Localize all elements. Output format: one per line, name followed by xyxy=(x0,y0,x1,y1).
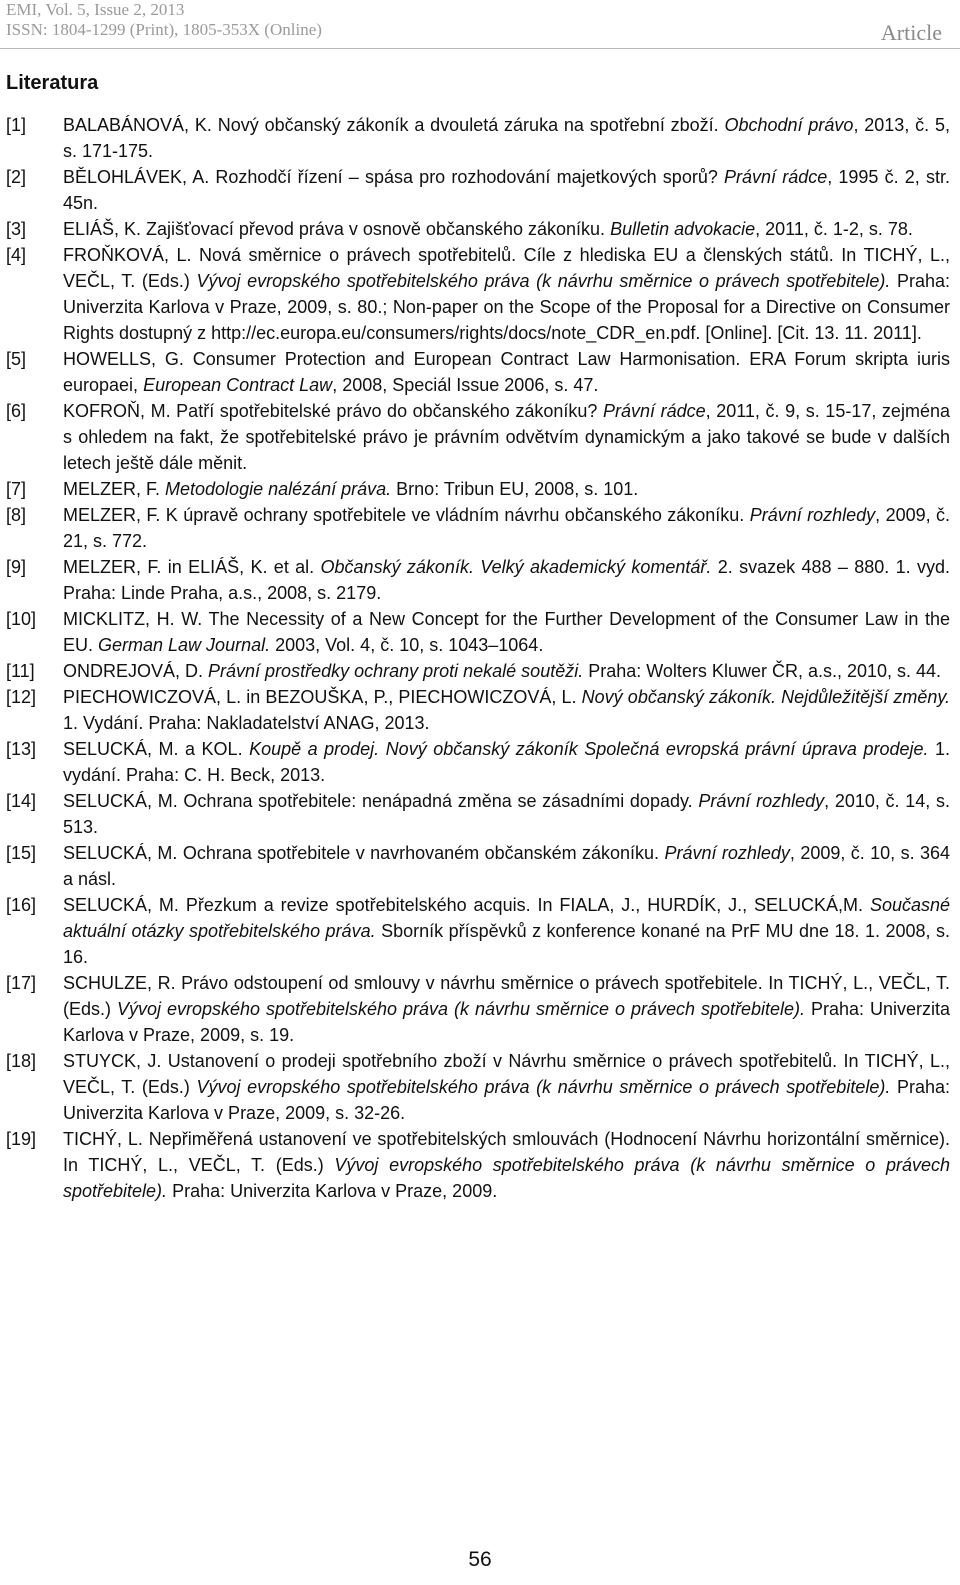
reference-list xyxy=(0,112,960,1204)
reference-number: [15] xyxy=(6,843,37,863)
reference-text-segment: HOWELLS, G. Consumer Protection and European Contract Law Harmonisation. ERA Forum skripta iuris europaei, xyxy=(63,349,950,395)
journal-issn: ISSN: 1804-1299 (Print), 1805-353X (Online) xyxy=(6,20,322,39)
reference-italic-title: Právní rozhledy xyxy=(749,505,876,525)
reference-item xyxy=(0,788,960,840)
reference-item xyxy=(0,736,960,788)
reference-number: [16] xyxy=(6,895,37,915)
reference-text-segment: MELZER, F. in ELIÁŠ, K. et al. xyxy=(63,557,321,577)
reference-text-segment: Praha: Univerzita Karlova v Praze, 2009, s. 32-26. xyxy=(63,1077,950,1123)
reference-number: [3] xyxy=(6,219,27,239)
reference-text xyxy=(63,476,950,502)
reference-item xyxy=(0,476,960,502)
reference-text-segment: , 2008, Speciál Issue 2006, s. 47. xyxy=(332,375,599,395)
reference-text-segment: SELUCKÁ, M. Ochrana spotřebitele: nenápadná změna se zásadními dopady. xyxy=(63,791,699,811)
reference-number: [19] xyxy=(6,1129,37,1149)
reference-text-segment: SELUCKÁ, M. Přezkum a revize spotřebitelského acquis. In FIALA, J., HURDÍK, J., SELUCKÁ,M. xyxy=(63,895,870,915)
reference-item xyxy=(0,970,960,1048)
reference-text xyxy=(63,840,950,892)
reference-number: [1] xyxy=(6,115,27,135)
reference-item xyxy=(0,606,960,658)
reference-item xyxy=(0,502,960,554)
reference-italic-title: Občanský zákoník. Velký akademický komentář. xyxy=(320,557,712,577)
reference-number: [18] xyxy=(6,1051,37,1071)
reference-text-segment: 1. vydání. Praha: C. H. Beck, 2013. xyxy=(63,739,951,785)
reference-italic-title: Vývoj evropského spotřebitelského práva (k návrhu směrnice o právech spotřebitele). xyxy=(63,1155,950,1201)
reference-text-segment: BĚLOHLÁVEK, A. Rozhodčí řízení – spása pro rozhodování majetkových sporů? xyxy=(63,167,725,187)
reference-text-segment: 1. Vydání. Praha: Nakladatelství ANAG, 2013. xyxy=(63,713,430,733)
reference-italic-title: Právní rozhledy xyxy=(664,843,790,863)
reference-italic-title: European Contract Law xyxy=(143,375,333,395)
reference-item xyxy=(0,164,960,216)
reference-text-segment: KOFROŇ, M. Patří spotřebitelské právo do občanského zákoníku? xyxy=(63,401,603,421)
reference-number: [5] xyxy=(6,349,27,369)
reference-text-segment: MELZER, F. xyxy=(63,479,166,499)
reference-text-segment: STUYCK, J. Ustanovení o prodeji spotřebního zboží v Návrhu směrnice o právech spotřebitelů. In TICHÝ, L., VEČL, T. (Eds.) xyxy=(63,1051,950,1097)
reference-text-segment: , 2011, č. 9, s. 15-17, zejména s ohledem na fakt, že spotřebitelské právo je právním odvětvím dynamickým a jako takové se bude v dalších letech ještě dále měnit. xyxy=(63,401,950,473)
reference-italic-title: Obchodní právo xyxy=(724,115,854,135)
reference-text-segment: , 2011, č. 1-2, s. 78. xyxy=(755,219,913,239)
reference-text xyxy=(63,164,950,216)
header-divider xyxy=(0,48,960,49)
reference-number: [8] xyxy=(6,505,27,525)
reference-item xyxy=(0,658,960,684)
reference-number: [9] xyxy=(6,557,27,577)
reference-number: [7] xyxy=(6,479,27,499)
reference-text-segment: , 2010, č. 14, s. 513. xyxy=(63,791,950,837)
reference-text-segment: 2. svazek 488 – 880. 1. vyd. Praha: Linde Praha, a.s., 2008, s. 2179. xyxy=(63,557,950,603)
article-type: Article xyxy=(880,20,942,45)
reference-text xyxy=(63,606,950,658)
reference-text-segment: ONDREJOVÁ, D. xyxy=(63,661,209,681)
reference-text-segment: FROŇKOVÁ, L. Nová směrnice o právech spotřebitelů. Cíle z hlediska EU a členských států. In TICHÝ, L., VEČL, T. (Eds.) xyxy=(63,245,950,291)
reference-italic-title: Právní prostředky ochrany proti nekalé soutěži. xyxy=(208,661,584,681)
reference-italic-title: Koupě a prodej. Nový občanský zákoník Společná evropská právní úprava prodeje. xyxy=(249,739,929,759)
reference-text xyxy=(63,554,950,606)
reference-number: [13] xyxy=(6,739,37,759)
reference-item xyxy=(0,892,960,970)
reference-italic-title: Vývoj evropského spotřebitelského práva (k návrhu směrnice o právech spotřebitele). xyxy=(116,999,806,1019)
section-title: Literatura xyxy=(6,72,99,94)
reference-text-segment: , 2013, č. 5, s. 171-175. xyxy=(63,115,950,161)
reference-italic-title: Vývoj evropského spotřebitelského práva (k návrhu směrnice o právech spotřebitele). xyxy=(196,1077,891,1097)
reference-text-segment: 2003, Vol. 4, č. 10, s. 1043–1064. xyxy=(270,635,544,655)
reference-text xyxy=(63,1126,950,1204)
reference-text xyxy=(63,892,950,970)
reference-item xyxy=(0,398,960,476)
reference-text-segment: Sborník příspěvků z konference konané na PrF MU dne 18. 1. 2008, s. 16. xyxy=(63,921,950,967)
reference-item xyxy=(0,346,960,398)
reference-text xyxy=(63,1048,950,1126)
reference-item xyxy=(0,840,960,892)
reference-text-segment: TICHÝ, L. Nepřiměřená ustanovení ve spotřebitelských smlouvách (Hodnocení Návrhu horizontální směrnice). In TICHÝ, L., VEČL, T. (Eds.) xyxy=(63,1129,950,1175)
reference-italic-title: Současné aktuální otázky spotřebitelského práva. xyxy=(63,895,950,941)
reference-italic-title: Právní rádce xyxy=(724,167,828,187)
reference-item xyxy=(0,554,960,606)
reference-item xyxy=(0,1126,960,1204)
reference-italic-title: Právní rádce xyxy=(602,401,706,421)
journal-header xyxy=(6,0,322,40)
reference-italic-title: Vývoj evropského spotřebitelského práva (k návrhu směrnice o právech spotřebitele). xyxy=(196,271,891,291)
reference-text xyxy=(63,658,950,684)
reference-text-segment: ELIÁŠ, K. Zajišťovací převod práva v osnově občanského zákoníku. xyxy=(63,219,611,239)
reference-italic-title: German Law Journal. xyxy=(98,635,271,655)
reference-text-segment: Praha: Wolters Kluwer ČR, a.s., 2010, s. 44. xyxy=(583,661,942,681)
reference-number: [6] xyxy=(6,401,27,421)
reference-text xyxy=(63,242,950,346)
reference-item xyxy=(0,112,960,164)
reference-text xyxy=(63,502,950,554)
reference-text-segment: MELZER, F. K úpravě ochrany spotřebitele ve vládním návrhu občanského zákoníku. xyxy=(63,505,750,525)
reference-text-segment: SELUCKÁ, M. a KOL. xyxy=(63,739,250,759)
reference-text-segment: SCHULZE, R. Právo odstoupení od smlouvy v návrhu směrnice o právech spotřebitele. In TICHÝ, L., VEČL, T. (Eds.) xyxy=(63,973,950,1019)
reference-number: [14] xyxy=(6,791,37,811)
reference-text-segment: Praha: Univerzita Karlova v Praze, 2009. xyxy=(167,1181,498,1201)
reference-item xyxy=(0,216,960,242)
reference-text-segment: , 1995 č. 2, str. 45n. xyxy=(63,167,950,213)
reference-text xyxy=(63,216,950,242)
reference-text-segment: MICKLITZ, H. W. The Necessity of a New Concept for the Further Development of the Consumer Law in the EU. xyxy=(63,609,950,655)
reference-italic-title: Metodologie nalézání práva. xyxy=(165,479,392,499)
reference-text-segment: , 2009, č. 10, s. 364 a násl. xyxy=(63,843,951,889)
reference-number: [17] xyxy=(6,973,37,993)
reference-text xyxy=(63,346,950,398)
reference-italic-title: Bulletin advokacie xyxy=(610,219,756,239)
reference-text xyxy=(63,788,950,840)
reference-item xyxy=(0,242,960,346)
reference-item xyxy=(0,1048,960,1126)
reference-number: [10] xyxy=(6,609,37,629)
reference-text-segment: , 2009, č. 21, s. 772. xyxy=(63,505,951,551)
reference-text-segment: PIECHOWICZOVÁ, L. in BEZOUŠKA, P., PIECHOWICZOVÁ, L. xyxy=(63,687,582,707)
reference-number: [11] xyxy=(6,661,35,681)
reference-text-segment: Praha: Univerzita Karlova v Praze, 2009, s. 19. xyxy=(63,999,951,1045)
reference-text-segment: Praha: Univerzita Karlova v Praze, 2009, s. 80.; Non-paper on the Scope of the Proposal for a Directive on Consumer Rights dostupný z http://ec.europa.eu/consumers/rights/docs/note_CDR_en.pdf. [Online]. [Cit. 13. 11. 2011]. xyxy=(63,271,950,343)
journal-issue: EMI, Vol. 5, Issue 2, 2013 xyxy=(6,0,185,19)
reference-item xyxy=(0,684,960,736)
reference-text xyxy=(63,970,950,1048)
reference-italic-title: Nový občanský zákoník. Nejdůležitější změny. xyxy=(581,687,950,707)
reference-text-segment: BALABÁNOVÁ, K. Nový občanský zákoník a dvouletá záruka na spotřební zboží. xyxy=(63,115,725,135)
reference-text-segment: SELUCKÁ, M. Ochrana spotřebitele v navrhovaném občanském zákoníku. xyxy=(63,843,665,863)
reference-text-segment: Brno: Tribun EU, 2008, s. 101. xyxy=(391,479,639,499)
reference-text xyxy=(63,684,950,736)
reference-number: [4] xyxy=(6,245,27,265)
reference-number: [12] xyxy=(6,687,37,707)
reference-italic-title: Právní rozhledy xyxy=(698,791,825,811)
reference-text xyxy=(63,112,950,164)
reference-text xyxy=(63,736,950,788)
page-number: 56 xyxy=(468,1548,492,1571)
reference-number: [2] xyxy=(6,167,27,187)
reference-text xyxy=(63,398,950,476)
